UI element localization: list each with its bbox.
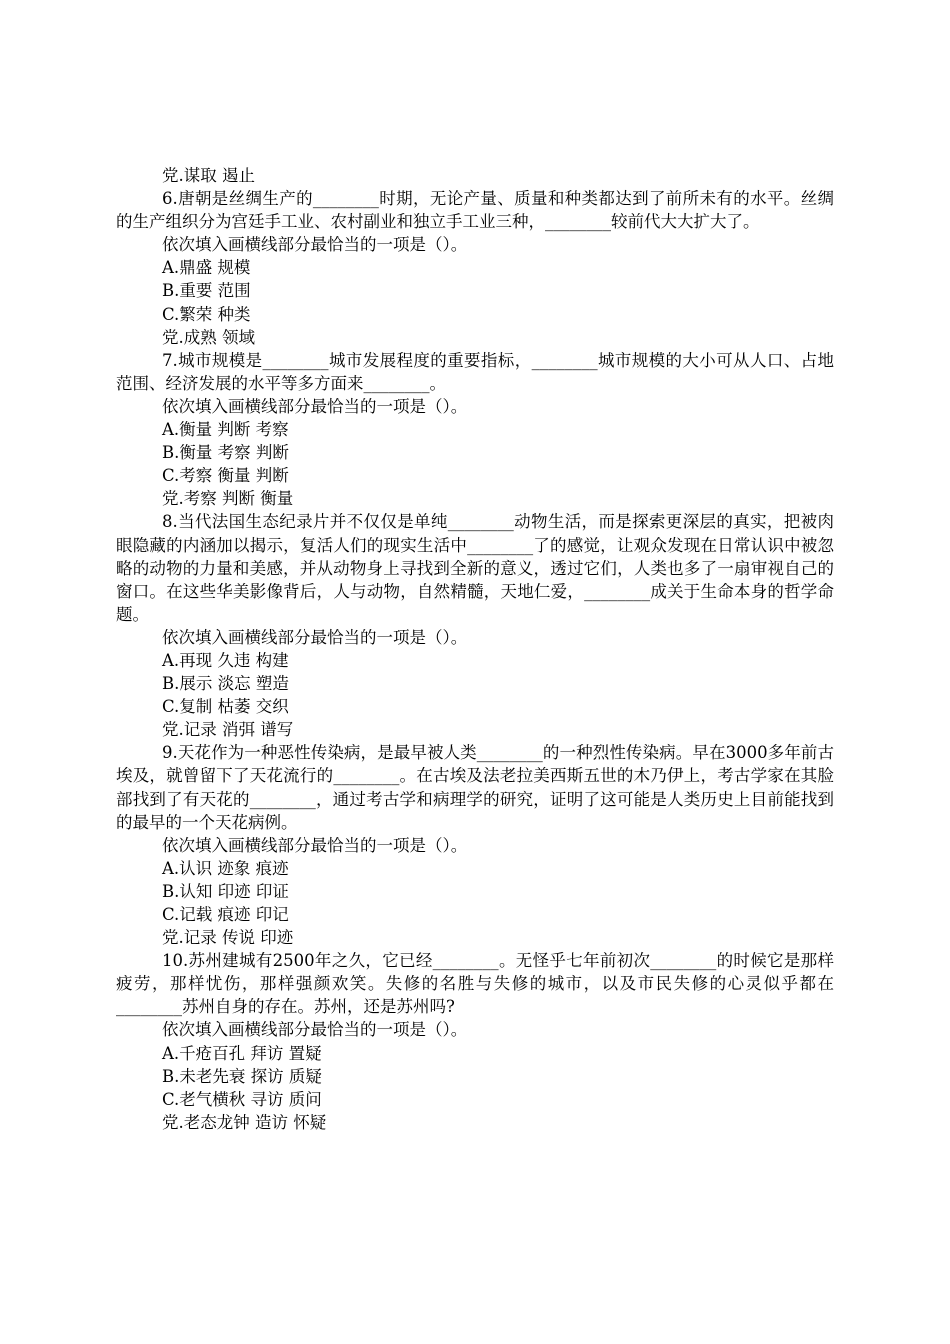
question-10-prompt: 依次填入画横线部分最恰当的一项是（）。 <box>162 1020 468 1040</box>
question-9-option-d: 党.记录 传说 印迹 <box>162 928 294 948</box>
question-9-stem: 9.天花作为一种恶性传染病，是最早被人类________的一种烈性传染病。早在3000多年前古埃及，就曾留下了天花流行的________。在古埃及法老拉美西斯五世的木乃伊上，考古学家在其脸部找到了有天花的________，通过考古学和病理学的研究，证明了这可能是人类历史上目前能找到的最早的一个天花病例。 <box>116 743 834 832</box>
question-6-option-a: A.鼎盛 规模 <box>162 258 251 278</box>
question-8-option-a: A.再现 久违 构建 <box>162 650 289 670</box>
question-7-option-c: C.考察 衡量 判断 <box>162 466 289 486</box>
question-6-stem: 6.唐朝是丝绸生产的________时期，无论产量、质量和种类都达到了前所未有的水平。丝绸的生产组织分为宫廷手工业、农村副业和独立手工业三种，________较前代大大扩大了。 <box>116 189 834 232</box>
question-10-option-d: 党.老态龙钟 造访 怀疑 <box>162 1112 327 1132</box>
question-7-option-d: 党.考察 判断 衡量 <box>162 489 294 509</box>
question-6-option-d: 党.成熟 领域 <box>162 327 255 347</box>
question-7-option-b: B.衡量 考察 判断 <box>162 443 289 463</box>
option-d-q5: 党.谋取 遏止 <box>162 166 255 185</box>
question-9-prompt: 依次填入画横线部分最恰当的一项是（）。 <box>162 835 468 855</box>
question-9-option-c: C.记载 痕迹 印记 <box>162 905 289 924</box>
question-8-option-d: 党.记录 消弭 谱写 <box>162 720 294 740</box>
question-8-option-b: B.展示 淡忘 塑造 <box>162 674 289 694</box>
question-8-stem: 8.当代法国生态纪录片并不仅仅是单纯________动物生活，而是探索更深层的真实，把被肉眼隐藏的内涵加以揭示，复活人们的现实生活中________了的感觉，让观众发现在日常认识中被忽略的动物的力量和美感，并从动物身上寻找到全新的意义，透过它们，人类也多了一扇审视自己的窗口。在这些华美影像背后，人与动物，自然精髓，天地仁爱，________成关于生命本身的哲学命题。 <box>116 512 834 624</box>
question-10-option-a: A.千疮百孔 拜访 置疑 <box>162 1043 322 1063</box>
question-8-option-c: C.复制 枯萎 交织 <box>162 697 289 717</box>
question-10-option-b: B.未老先衰 探访 质疑 <box>162 1066 322 1086</box>
question-list <box>116 164 834 1134</box>
question-10-stem: 10.苏州建城有2500年之久，它已经________。无怪乎七年前初次________的时候它是那样疲劳，那样忧伤，那样强颜欢笑。失修的名胜与失修的城市，以及市民失修的心灵似乎都在________苏州自身的存在。苏州，还是苏州吗? <box>116 951 834 1017</box>
question-8-prompt: 依次填入画横线部分最恰当的一项是（）。 <box>162 627 468 647</box>
question-7-option-a: A.衡量 判断 考察 <box>162 420 289 440</box>
question-6-option-b: B.重要 范围 <box>162 281 251 301</box>
question-9-option-b: B.认知 印迹 印证 <box>162 881 289 901</box>
question-6-prompt: 依次填入画横线部分最恰当的一项是（）。 <box>162 235 468 255</box>
question-10-option-c: C.老气横秋 寻访 质问 <box>162 1089 322 1109</box>
question-7-prompt: 依次填入画横线部分最恰当的一项是（）。 <box>162 396 468 416</box>
question-9-option-a: A.认识 迹象 痕迹 <box>162 858 289 878</box>
question-7-stem: 7.城市规模是________城市发展程度的重要指标，________城市规模的大小可从人口、占地范围、经济发展的水平等多方面来________。 <box>116 350 834 393</box>
question-6-option-c: C.繁荣 种类 <box>162 304 251 324</box>
